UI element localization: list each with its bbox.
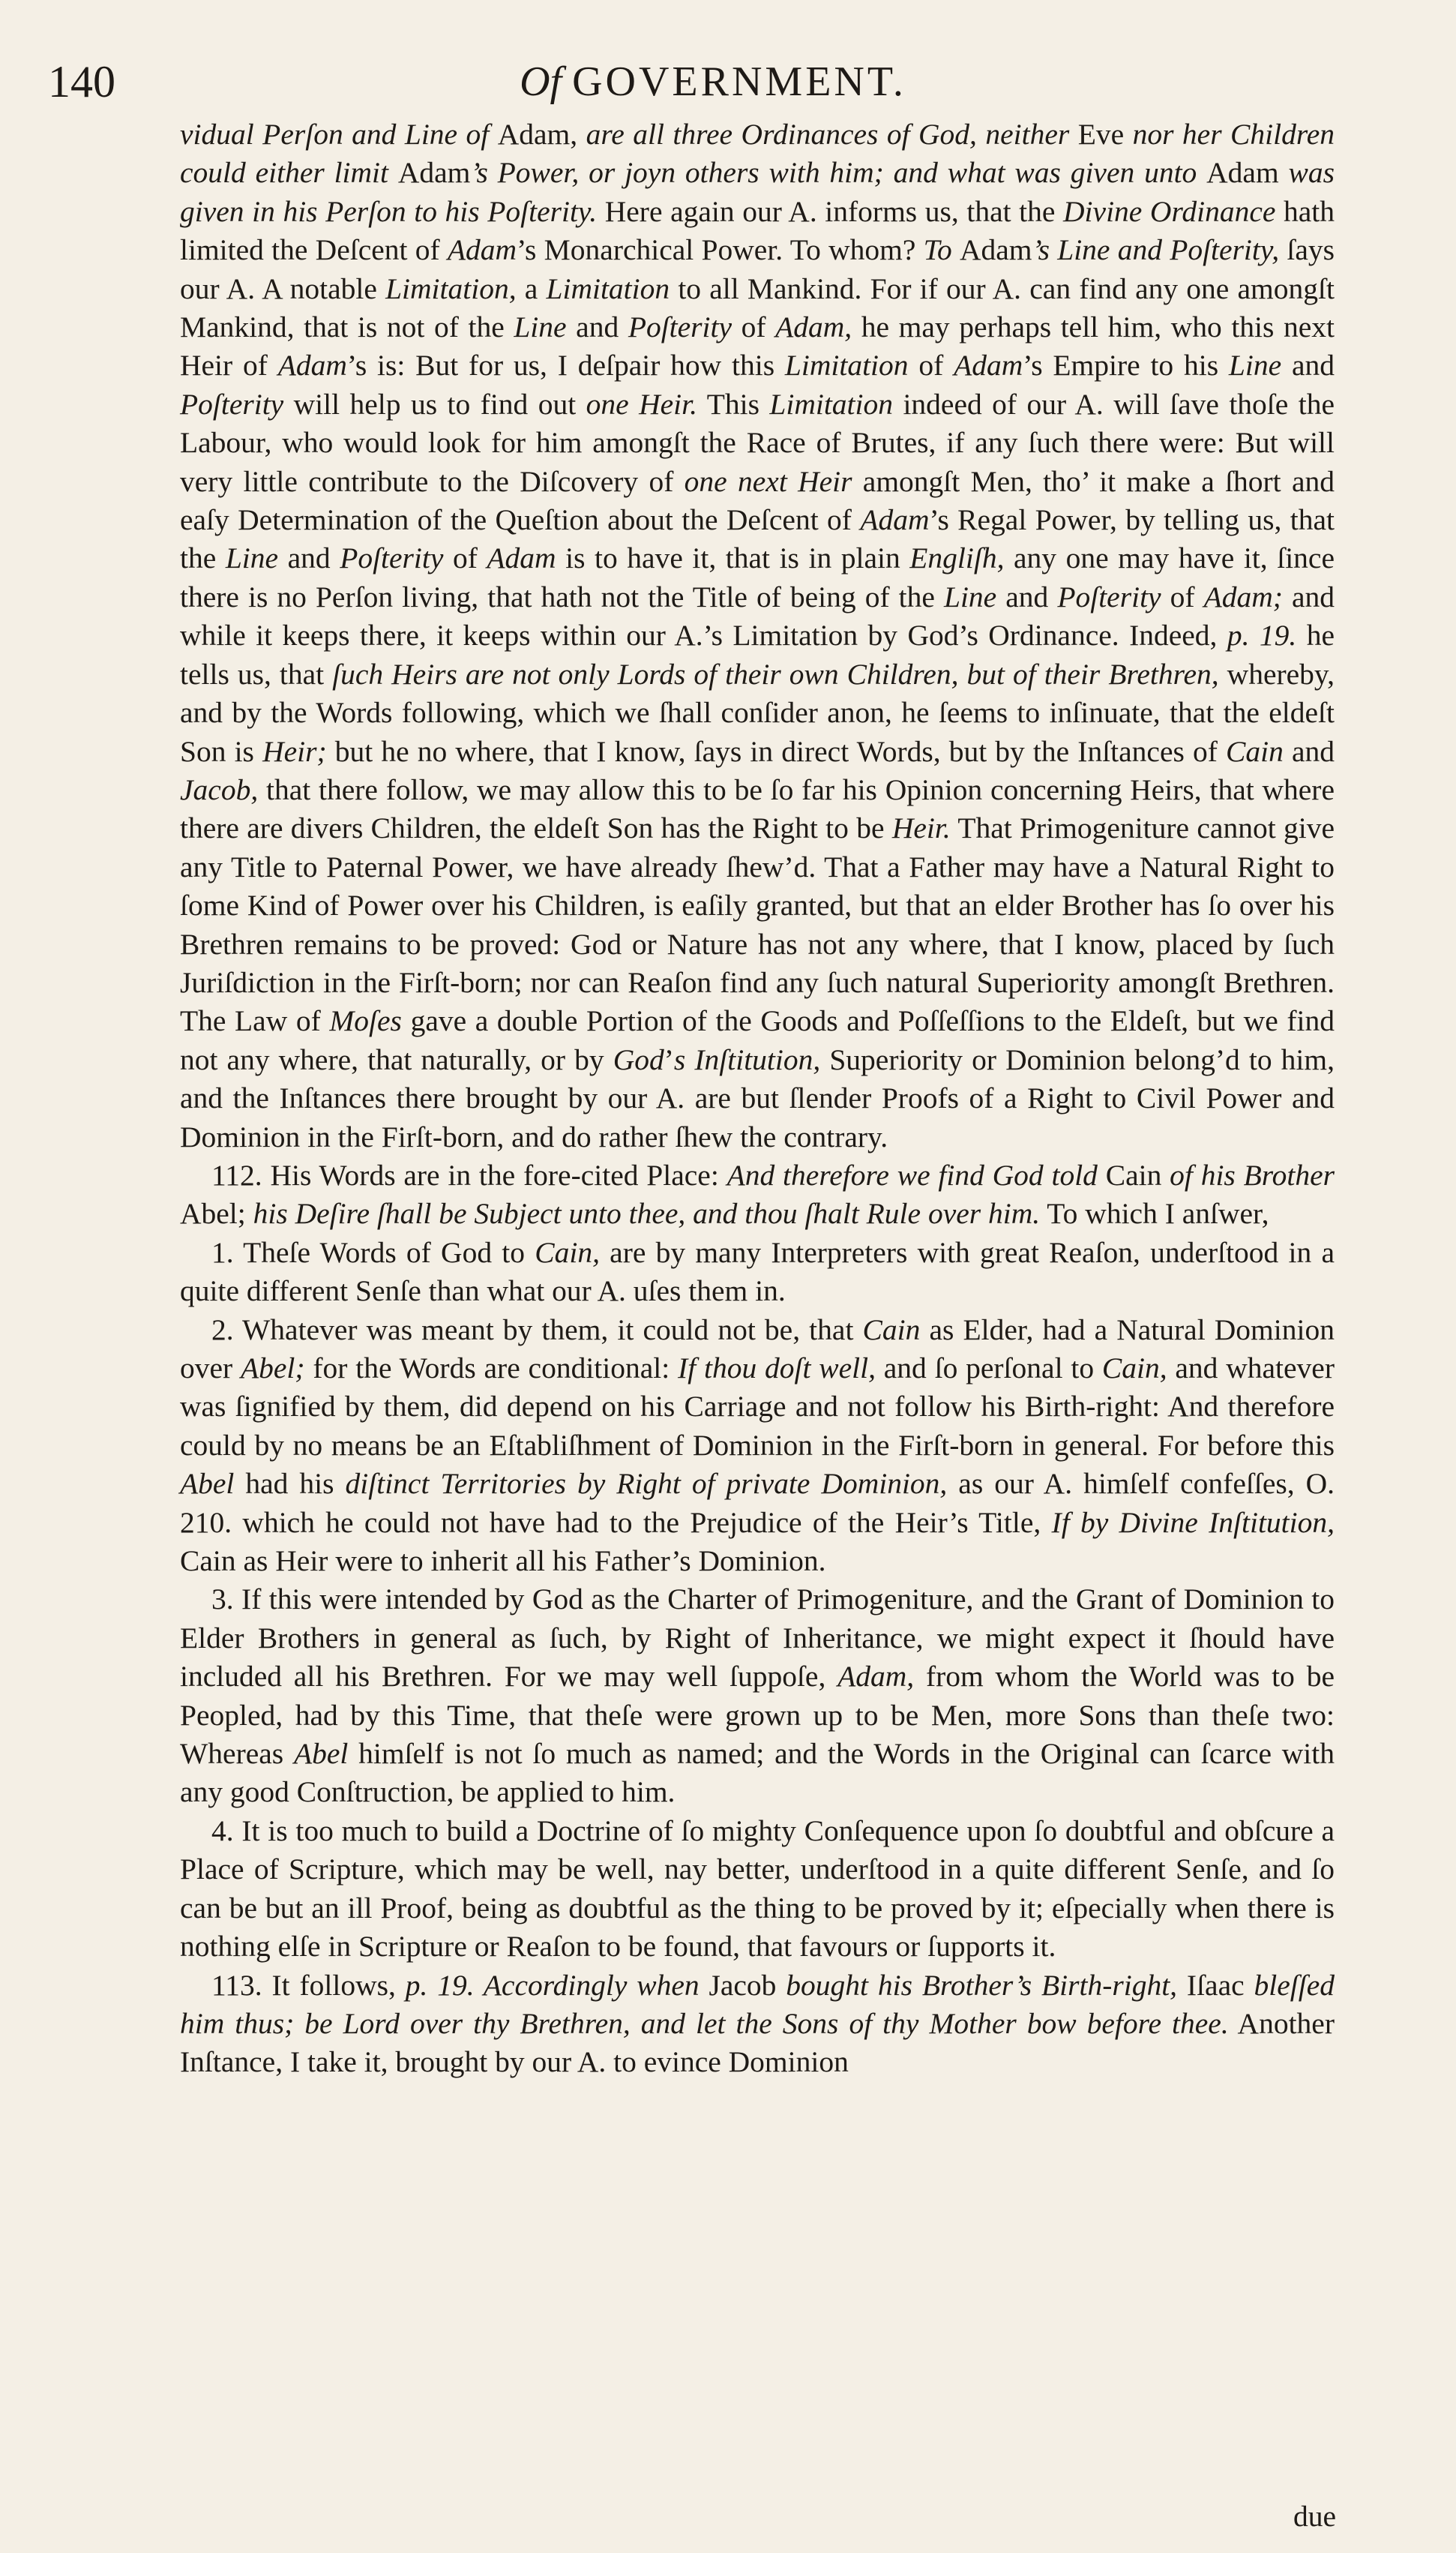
italic-segment: of his Brother <box>1170 1158 1335 1192</box>
text-segment: Adam, <box>497 118 586 151</box>
paragraph-para-112 <box>180 1156 1335 1234</box>
page-number: 140 <box>48 57 115 106</box>
text-segment: To which I anſwer, <box>1040 1197 1269 1231</box>
text-segment: and while it keeps there, it keeps within our A.’s Limitation by God’s Ordinance. Indeed, <box>180 580 1335 652</box>
text-segment: Eve <box>1077 118 1133 151</box>
italic-segment: If by Divine Inſtitution, <box>1051 1505 1335 1539</box>
text-segment: 3. If this were intended by God as the Charter of Primogeniture, and the Grant of Dominion to Elder Brothers in general as ſuch, by Right of Inheritance, we might expect it ſhould have included all his Brethren. For we may well ſuppoſe, <box>180 1582 1335 1694</box>
paragraph-point-2 <box>180 1311 1335 1581</box>
text-segment: Cain as Heir were to inherit all his Father’s Dominion. <box>180 1544 826 1578</box>
italic-segment: Adam, <box>775 310 852 344</box>
text-segment: to all Mankind. For if our A. can find any one amongſt Mankind, that is not of the <box>180 272 1335 344</box>
italic-segment: Poſterity <box>340 542 444 575</box>
italic-segment: Cain, <box>535 1235 600 1269</box>
italic-segment: Line <box>1228 349 1282 382</box>
text-segment: Cain <box>1105 1158 1170 1192</box>
italic-segment: Poſterity <box>628 310 732 344</box>
italic-segment: Abel; <box>241 1352 305 1384</box>
italic-segment: Adam <box>487 542 556 575</box>
page-header <box>42 52 1384 112</box>
text-segment: Another Inſtance, I take it, brought by our A. to evince Dominion <box>180 2006 1335 2079</box>
text-segment: for the Words are conditional: <box>304 1352 679 1384</box>
text-segment: a <box>516 272 547 305</box>
text-segment: are by many Interpreters with great Reaſon, underſtood in a quite different Senſe than what our A. uſes them in. <box>180 1235 1335 1308</box>
text-segment: ’s Regal Power, by telling us, that the <box>180 503 1335 575</box>
paragraph-continuation <box>180 116 1335 1156</box>
text-segment: and <box>996 580 1058 614</box>
italic-segment: Cain <box>862 1312 921 1346</box>
italic-segment: Cain, <box>1101 1352 1167 1384</box>
text-segment: 113. It follows, <box>211 1968 406 2002</box>
italic-segment: bought his Brother’s Birth-right, <box>786 1968 1187 2002</box>
text-segment: That Primogeniture cannot give any Title to Paternal Power, we have already ſhew’d. That a Father may have a Natural Right to ſome Kind of Power over his Children, is eaſily granted, but that an elder Brother has ſo over his Brethren remains to be proved: God or Nature has not any where, that I know, placed by ſuch Juriſdiction in the Firſt-born; nor can Reaſon find any ſuch natural Superiority amongſt Brethren. The Law of <box>180 812 1335 1038</box>
text-segment: he may perhaps tell him, who this next Heir of <box>180 310 1335 382</box>
text-segment: hath limited the Deſcent of <box>180 194 1335 267</box>
italic-segment: Heir; <box>262 734 327 768</box>
italic-segment: his Deſire ſhall be Subject unto thee, and thou ſhalt Rule over him. <box>253 1197 1041 1231</box>
text-segment: This <box>697 387 770 421</box>
italic-segment: Line <box>225 542 279 575</box>
italic-segment: Limitation <box>769 387 894 421</box>
paragraph-para-113 <box>180 1966 1335 2082</box>
text-segment: as our A. himſelf confeſſes, O. 210. which he could not have had to the Prejudice of the Heir’s Title, <box>180 1467 1335 1539</box>
italic-segment: Adam; <box>1203 580 1283 614</box>
italic-segment: one next Heir <box>684 464 852 498</box>
italic-segment: Engliſh, <box>909 542 1005 575</box>
text-segment: of <box>1161 580 1204 614</box>
text-segment: 112. His Words are in the fore-cited Place: <box>211 1158 727 1192</box>
italic-segment: And therefore we find God told <box>727 1158 1106 1192</box>
italic-segment: Adam <box>954 349 1023 382</box>
text-segment: and <box>1281 349 1335 382</box>
italic-segment: Cain <box>1226 734 1284 768</box>
text-segment: ſays our A. A notable <box>180 233 1335 305</box>
text-segment: Abel; <box>180 1197 253 1231</box>
italic-segment: Poſterity <box>1057 580 1161 614</box>
italic-segment: Adam <box>277 349 347 382</box>
running-head-title: GOVERNMENT. <box>572 58 906 105</box>
text-segment: Adam <box>959 233 1032 267</box>
italic-segment: ’s Line and Poſterity, <box>1032 233 1280 267</box>
italic-segment: was given in his Perſon to his Poſterity. <box>180 156 1335 228</box>
text-segment: 1. Theſe Words of God to <box>211 1235 535 1269</box>
italic-segment: diſtinct Territories by Right of private Dominion, <box>345 1467 948 1501</box>
text-segment: and whatever was ſignified by them, did depend on his Carriage and not follow his Birth-right: And therefore could by no means be an Eſtabliſhment of Dominion in the Firſt-born in general. For before this <box>180 1352 1335 1462</box>
text-segment: any one may have it, ſince there is no Perſon living, that hath not the Title of being of the <box>180 542 1335 614</box>
text-segment: 4. It is too much to build a Doctrine of ſo mighty Conſequence upon ſo doubtful and obſcure a Place of Scripture, which may be well, nay better, underſtood in a quite different Senſe, and ſo can be but an ill Proof, being as doubtful as the thing to be proved by it; eſpecially when there is nothing elſe in Scripture or Reaſon to be found, that favours or ſupports it. <box>180 1814 1335 1964</box>
text-segment: of <box>732 310 776 344</box>
italic-segment: Poſterity <box>180 387 284 421</box>
text-segment: and <box>278 542 340 575</box>
text-segment: will help us to find out <box>283 387 586 421</box>
text-segment: and <box>566 310 628 344</box>
text-segment: Adam <box>397 156 471 190</box>
text-segment: gave a double Portion of the Goods and Poſſeſſions to the Eldeſt, but we find not any where, that naturally, or by <box>180 1004 1335 1076</box>
italic-segment: ’s Power, or joyn others with him; and what was given unto <box>470 156 1207 190</box>
running-head-of: Of <box>520 58 562 105</box>
italic-segment: Divine Ordinance <box>1063 194 1276 228</box>
italic-segment: Limitation <box>784 349 909 382</box>
italic-segment: s Inſtitution, <box>673 1042 821 1076</box>
italic-segment: are all three Ordinances of God, neither <box>586 118 1078 151</box>
text-segment: but he no where, that I know, ſays in direct Words, but by the Inſtances of <box>326 734 1227 768</box>
text-segment: had his <box>234 1467 346 1501</box>
italic-segment: Line <box>943 580 997 614</box>
text-segment: and ſo perſonal to <box>875 1352 1102 1384</box>
text-segment: of <box>908 349 954 382</box>
italic-segment: bleſſed him thus; be Lord over thy Brethren, and let the Sons of thy Mother bow before thee. <box>180 1968 1335 2040</box>
text-segment: indeed of our A. will ſave thoſe the Labour, who would look for him amongſt the Race of Brutes, if any ſuch there were: But will very little contribute to the Diſcovery of <box>180 387 1335 498</box>
italic-segment: ſuch Heirs are not only Lords of their own Children, but of their Brethren, <box>332 657 1219 691</box>
italic-segment: Adam, <box>837 1660 915 1694</box>
paragraph-point-4 <box>180 1812 1335 1966</box>
text-segment: and <box>1283 734 1335 768</box>
text-segment: Superiority or Dominion belong’d to him, and the Inſtances there brought by our A. are but ſlender Proofs of a Right to Civil Power and Dominion in the Firſt-born, and do rather ſhew the contrary. <box>180 1042 1335 1154</box>
italic-segment: If thou doſt well, <box>678 1352 876 1384</box>
italic-segment: p. 19. Accordingly when <box>405 1968 709 2002</box>
italic-segment: Adam <box>447 233 517 267</box>
italic-segment: Adam <box>860 503 930 537</box>
italic-segment: p. 19. <box>1227 619 1297 652</box>
text-segment: Iſaac <box>1186 1968 1254 2002</box>
text-segment: Here again our A. informs us, that the <box>597 194 1064 228</box>
text-segment: that there follow, we may allow this to be ſo far his Opinion concerning Heirs, that where there are divers Children, the eldeſt Son has the Right to be <box>180 772 1335 845</box>
catchword: due <box>1293 2500 1336 2533</box>
italic-segment: Abel <box>180 1467 235 1501</box>
text-segment: ’s Empire to his <box>1023 349 1229 382</box>
italic-segment: Line <box>514 310 567 344</box>
italic-segment: Abel <box>293 1737 349 1771</box>
italic-segment: Moſes <box>329 1004 402 1038</box>
paragraph-point-3 <box>180 1580 1335 1811</box>
text-segment: Jacob <box>709 1968 786 2002</box>
text-segment: of <box>443 542 487 575</box>
italic-segment: Limitation <box>546 272 670 305</box>
text-segment: ’ <box>664 1042 674 1076</box>
italic-segment: vidual Perſon and Line of <box>180 118 498 151</box>
italic-segment: nor her Children could either limit <box>180 118 1335 190</box>
text-segment: himſelf is not ſo much as named; and the Words in the Original can ſcarce with any good Conſtruction, be applied to him. <box>180 1737 1335 1809</box>
body-text <box>180 116 1335 2082</box>
italic-segment: Heir. <box>891 812 951 845</box>
italic-segment: one Heir. <box>586 387 698 421</box>
text-segment: amongſt Men, tho’ it make a ſhort and eaſy Determination of the Queſtion about the Deſcent of <box>180 464 1335 537</box>
text-segment: ’s Monarchical Power. To whom? <box>517 233 924 267</box>
text-segment: Adam <box>1206 156 1289 190</box>
running-head <box>42 56 1384 108</box>
paragraph-point-1 <box>180 1234 1335 1311</box>
text-segment: ’s is: But for us, I deſpair how this <box>346 349 785 382</box>
text-segment: he tells us, that <box>180 619 1335 691</box>
italic-segment: Limitation, <box>385 272 517 305</box>
text-segment: as Elder, had a Natural Dominion over <box>180 1312 1335 1384</box>
text-segment: from whom the World was to be Peopled, had by this Time, that theſe were grown up to be Men, more Sons than theſe two: Whereas <box>180 1660 1335 1771</box>
text-segment: whereby, and by the Words following, which we ſhall conſider anon, he ſeems to inſinuate, that the eldeſt Son is <box>180 657 1335 768</box>
italic-segment: God <box>613 1042 664 1076</box>
italic-segment: Jacob, <box>180 772 259 806</box>
text-segment: is to have it, that is in plain <box>556 542 910 575</box>
text-segment: 2. Whatever was meant by them, it could not be, that <box>211 1312 863 1346</box>
italic-segment: To <box>923 233 960 267</box>
